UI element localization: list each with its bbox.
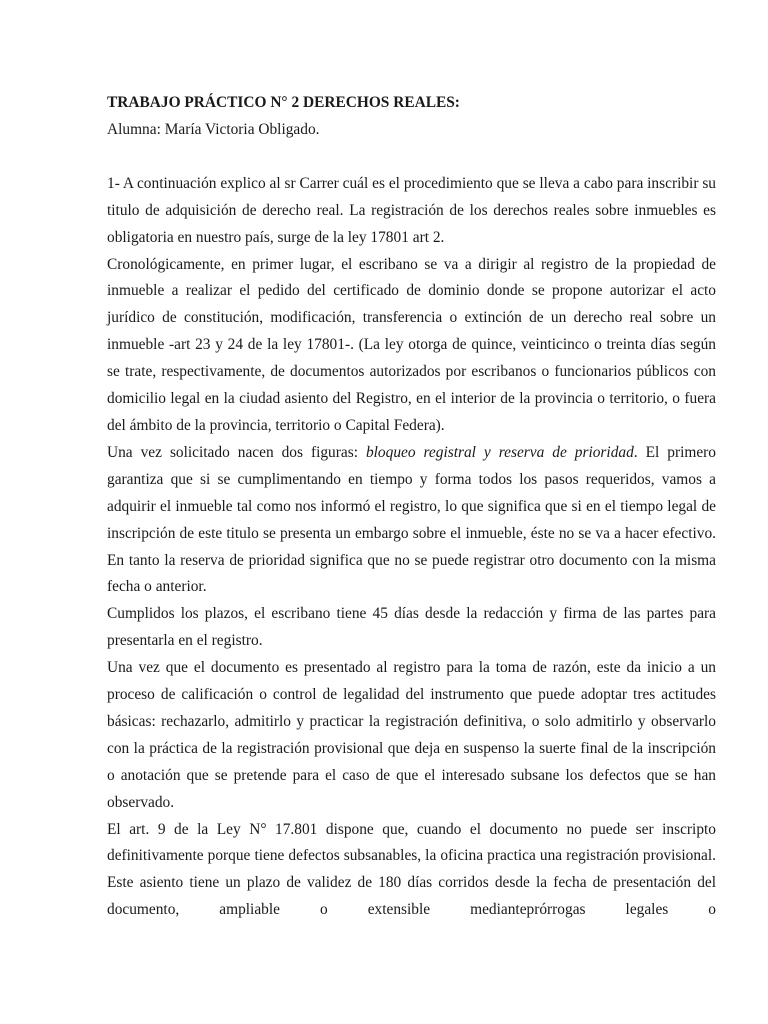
paragraph-3-italic-terms: bloqueo registral y reserva de prioridad bbox=[365, 443, 634, 461]
paragraph-4: Cumplidos los plazos, el escribano tiene 45 días desde la redacción y firma de las partes para presentarla en el registro. bbox=[107, 605, 716, 650]
blank-line bbox=[107, 144, 716, 171]
document-title: TRABAJO PRÁCTICO N° 2 DERECHOS REALES: bbox=[107, 94, 460, 111]
paragraph-3-end: . El primero garantiza que si se cumplimentando en tiempo y forma todos los pasos requeridos, vamos a adquirir el inmueble tal como nos informó el registro, lo que significa que si en el tiempo legal de inscripción de este titulo se presenta un embargo sobre el inmueble, éste no se va a hacer efectivo. En tanto la reserva de prioridad significa que no se puede registrar otro documento con la misma fecha o anterior. bbox=[107, 443, 716, 596]
student-name: Alumna: María Victoria Obligado. bbox=[107, 120, 320, 138]
paragraph-6: El art. 9 de la Ley N° 17.801 dispone que, cuando el documento no puede ser inscripto definitivamente porque tiene defectos subsanables, la oficina practica una registración provisional. Este asiento tiene un plazo de validez de 180 días corridos desde la fecha de presentación del documento, ampliable o extensible medianteprórrogas legales o bbox=[107, 820, 716, 919]
paragraph-1: 1- A continuación explico al sr Carrer cuál es el procedimiento que se lleva a cabo para inscribir su titulo de adquisición de derecho real. La registración de los derechos reales sobre inmuebles es obligatoria en nuestro país, surge de la ley 17801 art 2. bbox=[107, 174, 716, 246]
paragraph-3 bbox=[107, 440, 716, 601]
paragraph-2: Cronológicamente, en primer lugar, el escribano se va a dirigir al registro de la propiedad de inmueble a realizar el pedido del certificado de dominio donde se propone autorizar el acto jurídico de constitución, modificación, transferencia o extinción de un derecho real sobre un inmueble -art 23 y 24 de la ley 17801-. (La ley otorga de quince, veinticinco o treinta días según se trate, respectivamente, de documentos autorizados por escribanos o funcionarios públicos con domicilio legal en la ciudad asiento del Registro, en el interior de la provincia o territorio, o fuera del ámbito de la provincia, territorio o Capital Federa). bbox=[107, 255, 716, 434]
paragraph-5: Una vez que el documento es presentado al registro para la toma de razón, este da inicio a un proceso de calificación o control de legalidad del instrumento que puede adoptar tres actitudes básicas: rechazarlo, admitirlo y practicar la registración definitiva, o solo admitirlo y observarlo con la práctica de la registración provisional que deja en suspenso la suerte final de la inscripción o anotación que se pretende para el caso de que el interesado subsane los defectos que se han observado. bbox=[107, 659, 716, 811]
paragraph-3-start: Una vez solicitado nacen dos figuras: bbox=[107, 443, 366, 461]
document-body bbox=[107, 90, 716, 924]
